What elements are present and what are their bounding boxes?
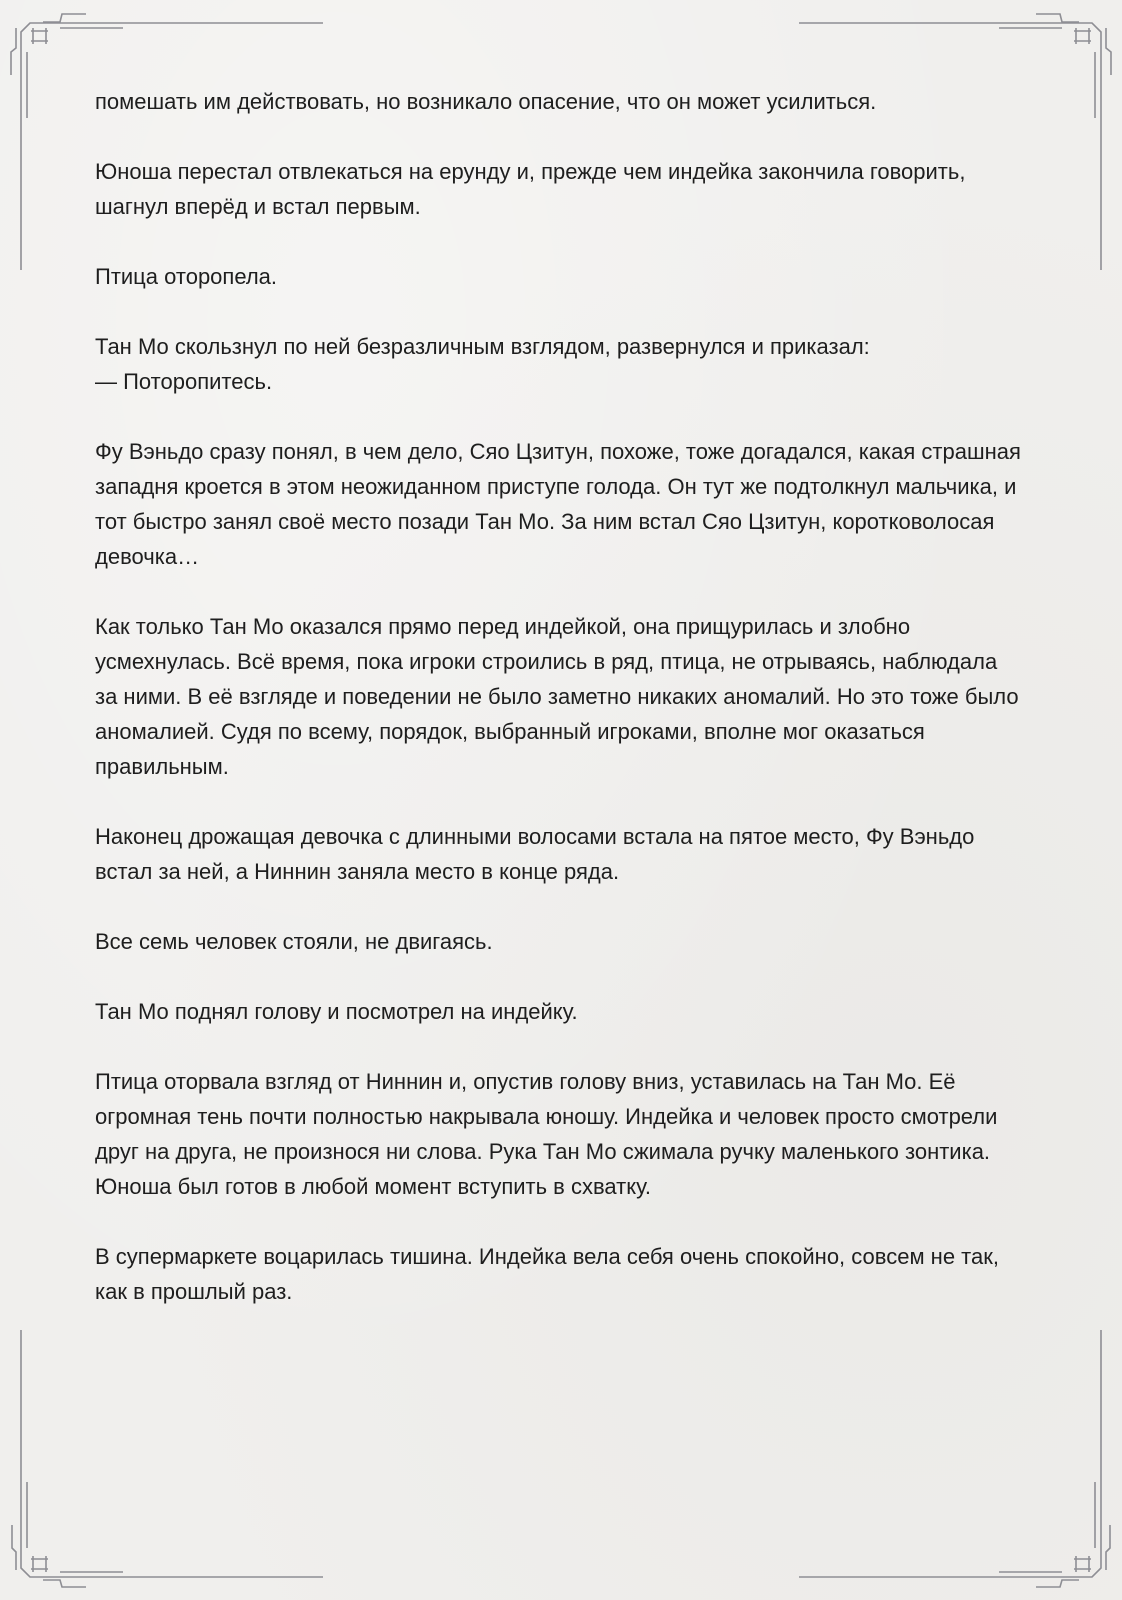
corner-ornament-bottom-right-icon: [799, 1330, 1110, 1587]
paragraph: Наконец дрожащая девочка с длинными волосами встала на пятое место, Фу Вэньдо встал за ней, а Ниннин заняла место в конце ряда.: [95, 824, 975, 884]
paragraph: Птица оторвала взгляд от Ниннин и, опустив голову вниз, уставилась на Тан Мо. Её огромная тень почти полностью накрывала юношу. Индейка и человек просто смотрели друг на друга, не произнося ни слова. Рука Тан Мо сжимала ручку маленького зонтика. Юноша был готов в любой момент вступить в схватку.: [95, 1069, 998, 1199]
paragraph: Все семь человек стояли, не двигаясь.: [95, 929, 493, 954]
dialogue-line: — Поторопитесь.: [95, 369, 273, 394]
paragraph: Тан Мо поднял голову и посмотрел на индейку.: [95, 999, 578, 1024]
document-body: [95, 84, 1025, 1344]
paragraph: помешать им действовать, но возникало опасение, что он может усилиться.: [95, 89, 877, 114]
paragraph: Тан Мо скользнул по ней безразличным взглядом, развернулся и приказал:: [95, 334, 870, 359]
paragraph: Как только Тан Мо оказался прямо перед индейкой, она прищурилась и злобно усмехнулась. Всё время, пока игроки строились в ряд, птица, не отрываясь, наблюдала за ними. В её взгляде и поведении не было заметно никаких аномалий. Но это тоже было аномалией. Судя по всему, порядок, выбранный игроками, вполне мог оказаться правильным.: [95, 614, 1019, 779]
paragraph: Фу Вэньдо сразу понял, в чем дело, Сяо Цзитун, похоже, тоже догадался, какая страшная западня кроется в этом неожиданном приступе голода. Он тут же подтолкнул мальчика, и тот быстро занял своё место позади Тан Мо. За ним встал Сяо Цзитун, коротковолосая девочка…: [95, 439, 1021, 569]
paragraph: В супермаркете воцарилась тишина. Индейка вела себя очень спокойно, совсем не так, как в прошлый раз.: [95, 1244, 999, 1304]
corner-ornament-bottom-left-icon: [12, 1330, 323, 1587]
paragraph: Птица оторопела.: [95, 264, 278, 289]
paragraph: Юноша перестал отвлекаться на ерунду и, прежде чем индейка закончила говорить, шагнул вперёд и встал первым.: [95, 159, 966, 219]
